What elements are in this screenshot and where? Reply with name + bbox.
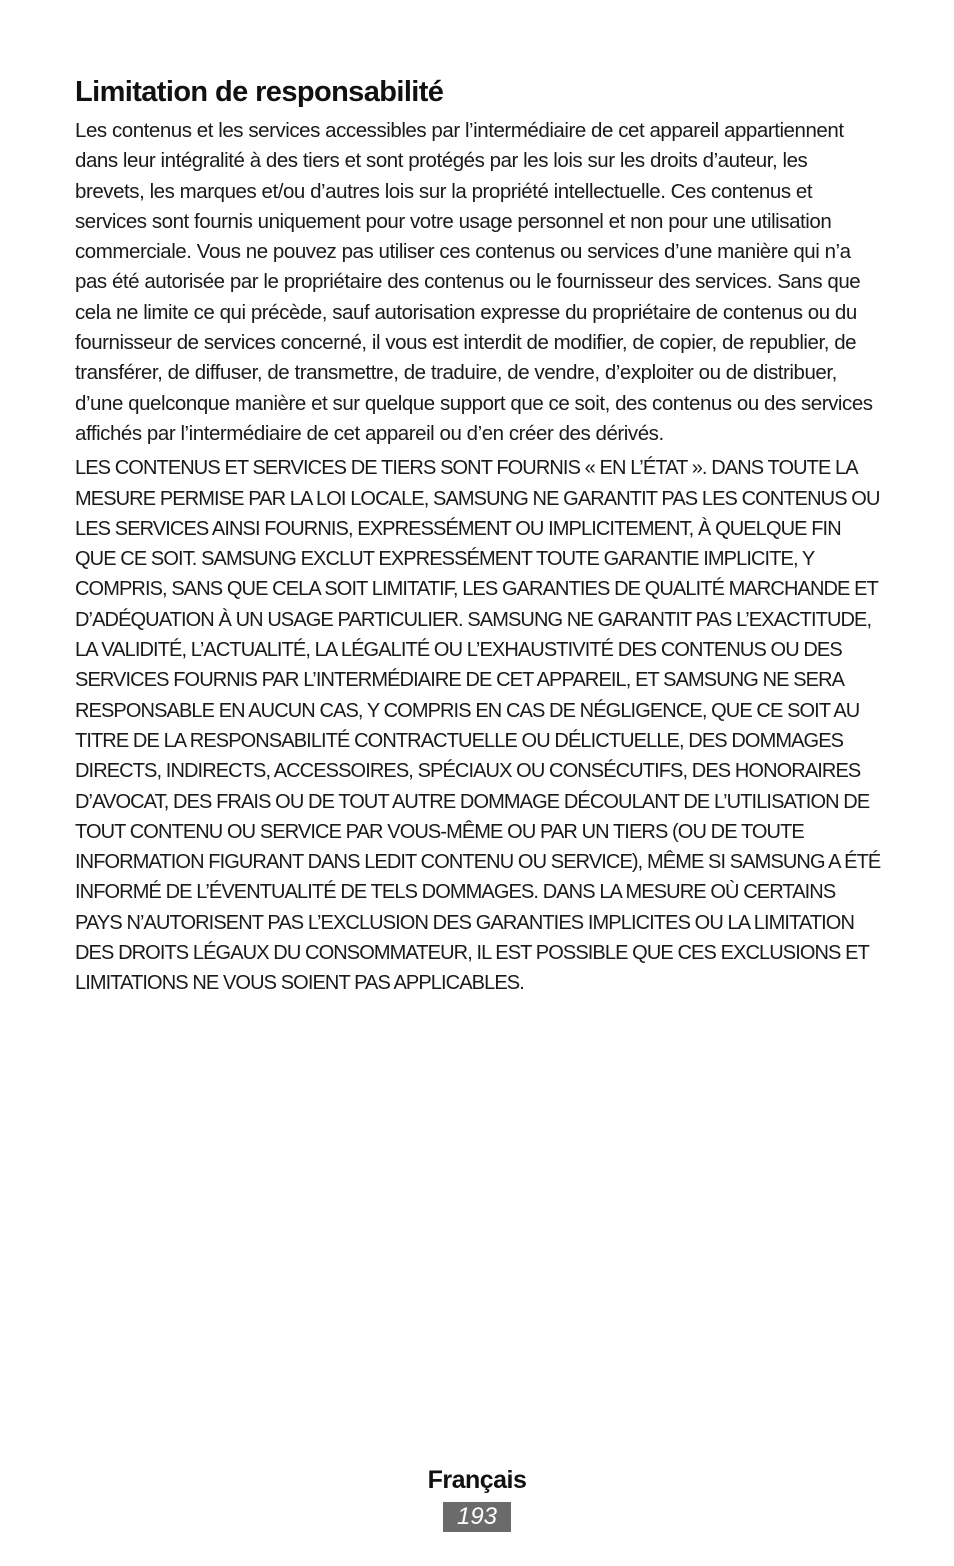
paragraph-rights: Les contenus et les services accessibles par l’intermédiaire de cet appareil appartiennent dans leur intégralité à des tiers et sont protégés par les lois sur les droits d’auteur, les brevets, les marques et/ou d’autres lois sur la propriété intellectuelle. Ces contenus et services sont fournis uniquement pour votre usage personnel et non pour une utilisation commerciale. Vous ne pouvez pas utiliser ces contenus ou services d’une manière qui n’a pas été autorisée par le propriétaire des contenus ou le fournisseur des services. Sans que cela ne limite ce qui précède, sauf autorisation expresse du propriétaire de contenus ou du fournisseur de services concerné, il vous est interdit de modifier, de copier, de republier, de transférer, de diffuser, de transmettre, de traduire, de vendre, d’exploiter ou de distribuer, d’une quelconque manière et sur quelque support que ce soit, des contenus ou des services affichés par l’intermédiaire de cet appareil ou d’en créer des dérivés. (75, 119, 873, 445)
page-footer (0, 1464, 954, 1532)
document-content (75, 74, 881, 1003)
section-title: Limitation de responsabilité (75, 76, 444, 108)
paragraph-disclaimer: LES CONTENUS ET SERVICES DE TIERS SONT FOURNIS « EN L’ÉTAT ». DANS TOUTE LA MESURE PERMISE PAR LA LOI LOCALE, SAMSUNG NE GARANTIT PAS LES CONTENUS OU LES SERVICES AINSI FOURNIS, EXPRESSÉMENT OU IMPLICITEMENT, À QUELQUE FIN QUE CE SOIT. SAMSUNG EXCLUT EXPRESSÉMENT TOUTE GARANTIE IMPLICITE, Y COMPRIS, SANS QUE CELA SOIT LIMITATIF, LES GARANTIES DE QUALITÉ MARCHANDE ET D’ADÉQUATION À UN USAGE PARTICULIER. SAMSUNG NE GARANTIT PAS L’EXACTITUDE, LA VALIDITÉ, L’ACTUALITÉ, LA LÉGALITÉ OU L’EXHAUSTIVITÉ DES CONTENUS OU DES SERVICES FOURNIS PAR L’INTERMÉDIAIRE DE CET APPAREIL, ET SAMSUNG NE SERA RESPONSABLE EN AUCUN CAS, Y COMPRIS EN CAS DE NÉGLIGENCE, QUE CE SOIT AU TITRE DE LA RESPONSABILITÉ CONTRACTUELLE OU DÉLICTUELLE, DES DOMMAGES DIRECTS, INDIRECTS, ACCESSOIRES, SPÉCIAUX OU CONSÉCUTIFS, DES HONORAIRES D’AVOCAT, DES FRAIS OU DE TOUT AUTRE DOMMAGE DÉCOULANT DE L’UTILISATION DE TOUT CONTENU OU SERVICE PAR VOUS-MÊME OU PAR UN TIERS (OU DE TOUTE INFORMATION FIGURANT DANS LEDIT CONTENU OU SERVICE), MÊME SI SAMSUNG A ÉTÉ INFORMÉ DE L’ÉVENTUALITÉ DE TELS DOMMAGES. DANS LA MESURE OÙ CERTAINS PAYS N’AUTORISENT PAS L’EXCLUSION DES GARANTIES IMPLICITES OU LA LIMITATION DES DROITS LÉGAUX DU CONSOMMATEUR, IL EST POSSIBLE QUE CES EXCLUSIONS ET LIMITATIONS NE VOUS SOIENT PAS APPLICABLES. (75, 457, 881, 995)
language-label: Français (427, 1466, 527, 1494)
page-number-badge: 193 (443, 1502, 511, 1532)
